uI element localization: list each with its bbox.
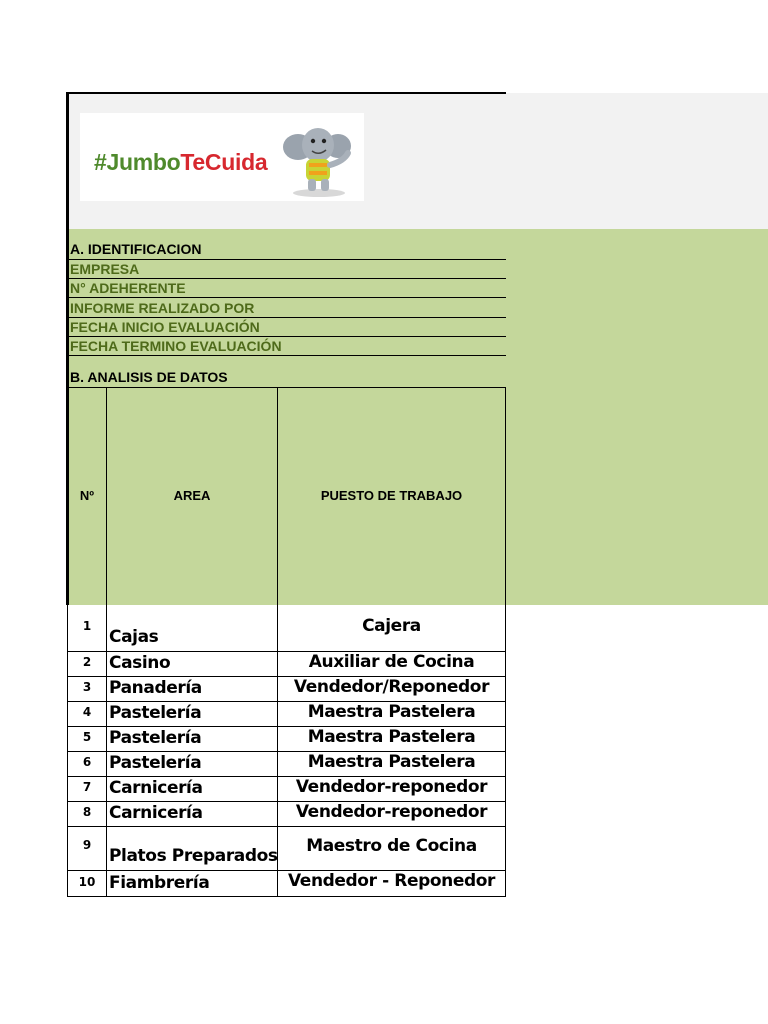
field-adherente: N° ADEHERENTE [70, 280, 186, 296]
column-header-puesto: PUESTO DE TRABAJO [320, 488, 463, 503]
row-6-num: 6 [82, 755, 92, 769]
row-1-num: 1 [82, 619, 92, 633]
section-b-title: B. ANALISIS DE DATOS [70, 369, 228, 385]
row-5-puesto: Maestra Pastelera [307, 727, 476, 747]
row-8-num: 8 [82, 805, 92, 819]
row-divider [68, 317, 506, 318]
row-5-area: Pastelería [109, 728, 202, 748]
row-7-area: Carnicería [109, 778, 203, 798]
row-6-area: Pastelería [109, 753, 202, 773]
row-9-num: 9 [82, 838, 92, 852]
row-3-area: Panadería [109, 678, 202, 698]
top-border [66, 92, 506, 94]
row-1-puesto: Cajera [362, 616, 421, 636]
column-header-area: AREA [173, 488, 211, 503]
row-10-num: 10 [78, 875, 96, 889]
row-2-num: 2 [82, 655, 92, 669]
row-divider [68, 336, 506, 337]
row-divider [68, 826, 506, 827]
column-header-num: Nº [79, 488, 95, 503]
row-10-puesto: Vendedor - Reponedor [287, 871, 495, 891]
row-1-area: Cajas [109, 627, 159, 647]
row-divider [68, 297, 506, 298]
jumbo-te-cuida-logo [80, 113, 364, 201]
field-fecha-inicio: FECHA INICIO EVALUACIÓN [70, 319, 260, 335]
row-4-puesto: Maestra Pastelera [307, 702, 476, 722]
left-border [66, 92, 69, 605]
table-top-border [68, 387, 506, 388]
field-informe-realizado-por: INFORME REALIZADO POR [70, 300, 255, 316]
row-6-puesto: Maestra Pastelera [307, 752, 476, 772]
row-4-area: Pastelería [109, 703, 202, 723]
column-divider [106, 387, 107, 897]
table-bottom-border [68, 896, 506, 897]
row-3-puesto: Vendedor/Reponedor [293, 677, 490, 697]
row-3-num: 3 [82, 680, 92, 694]
field-empresa: EMPRESA [70, 261, 140, 277]
row-9-area: Platos Preparados [109, 846, 278, 866]
elephant-mascot-icon [276, 119, 362, 199]
table-right-border [505, 387, 506, 897]
field-fecha-termino: FECHA TERMINO EVALUACIÓN [70, 338, 282, 354]
row-divider [68, 259, 506, 260]
section-a-title: A. IDENTIFICACION [70, 241, 202, 257]
row-9-puesto: Maestro de Cocina [306, 836, 477, 856]
row-10-area: Fiambrería [109, 873, 210, 893]
row-7-puesto: Vendedor-reponedor [295, 777, 488, 797]
row-5-num: 5 [82, 730, 92, 744]
row-2-puesto: Auxiliar de Cocina [308, 652, 475, 672]
row-8-puesto: Vendedor-reponedor [295, 802, 488, 822]
row-7-num: 7 [82, 780, 92, 794]
row-8-area: Carnicería [109, 803, 203, 823]
row-divider [68, 355, 506, 356]
row-2-area: Casino [109, 653, 171, 673]
row-divider [68, 278, 506, 279]
logo-text: #JumboTeCuida [94, 149, 268, 175]
row-4-num: 4 [82, 705, 92, 719]
